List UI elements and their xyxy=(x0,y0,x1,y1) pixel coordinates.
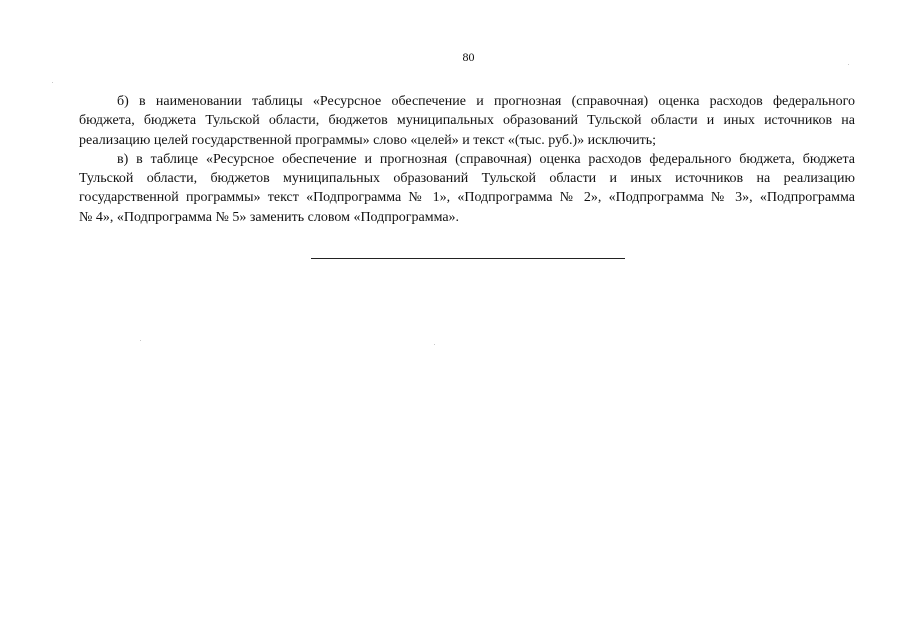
scan-speck xyxy=(52,82,53,83)
paragraph-line: в) в таблице «Ресурсное обеспечение и прогнозная (справочная) оценка расходов федерального бюджета, бюджета xyxy=(117,151,855,167)
paragraph-v xyxy=(79,150,855,227)
end-separator-line xyxy=(311,258,625,259)
paragraph-line: № 4», «Подпрограмма № 5» заменить словом «Подпрограмма». xyxy=(79,209,460,225)
scan-speck xyxy=(848,64,849,65)
paragraph-line: бюджета, бюджета Тульской области, бюджетов муниципальных образований Тульской области и иных источников на xyxy=(79,113,855,129)
paragraph-line: реализацию целей государственной программы» слово «целей» и текст «(тыс. руб.)» исключить; xyxy=(79,132,657,148)
scan-speck xyxy=(140,340,141,341)
paragraph-line: б) в наименовании таблицы «Ресурсное обеспечение и прогнозная (справочная) оценка расходов федерального xyxy=(117,94,855,109)
scan-speck xyxy=(434,344,435,345)
paragraph-line: Тульской области, бюджетов муниципальных образований Тульской области и иных источников на реализацию xyxy=(79,171,855,187)
document-body xyxy=(79,92,855,227)
paragraph-b xyxy=(79,92,855,150)
page-number: 80 xyxy=(462,50,475,64)
paragraph-line: государственной программы» текст «Подпрограмма № 1», «Подпрограмма № 2», «Подпрограмма № 3», «Подпрограмма xyxy=(79,190,855,206)
